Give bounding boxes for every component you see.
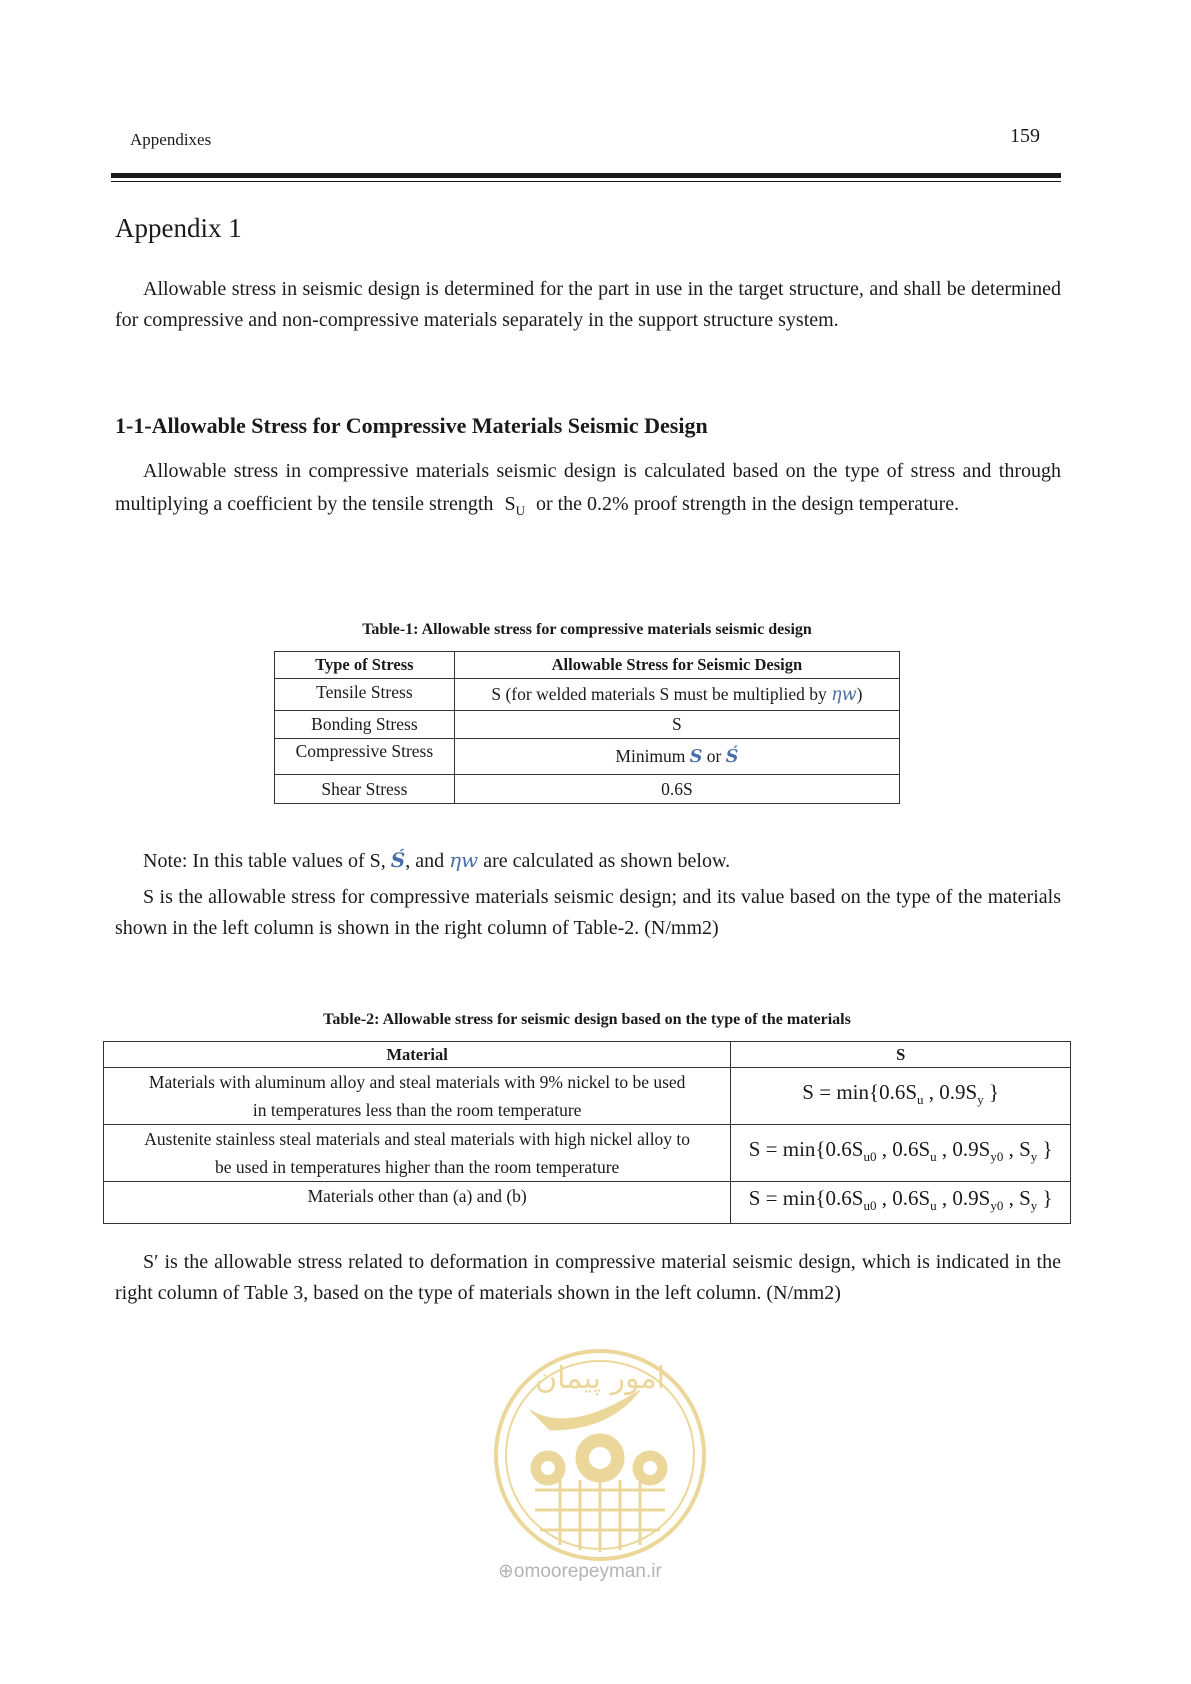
- appendix-heading: Appendix 1: [115, 213, 242, 243]
- table-row: [275, 739, 900, 775]
- table1-compressive-value: Minimum: [615, 746, 686, 766]
- table2: [103, 1041, 1071, 1224]
- table1-cell-type: Bonding Stress: [275, 711, 455, 739]
- s-paragraph: [115, 882, 1061, 944]
- su-symbol: S: [504, 493, 516, 515]
- table-row: [104, 1182, 1071, 1224]
- globe-icon: ⊕: [498, 1561, 514, 1582]
- table-row: [275, 775, 900, 804]
- table1-cell-type: Shear Stress: [275, 775, 455, 804]
- table1-header-row: [275, 652, 900, 679]
- section-paragraph-part2: or the 0.2% proof strength in the design temperature.: [535, 493, 960, 515]
- s-prime-symbol: Ś: [725, 747, 739, 767]
- page-number: 159: [1010, 125, 1040, 147]
- eta-w-symbol: ηw: [831, 685, 857, 705]
- formula-s-min-su-sy: $S = \min\{0.6S_u$ , $0.9S_y$ }: [802, 1079, 1000, 1108]
- table1-cell-type: Tensile Stress: [275, 679, 455, 711]
- section-paragraph: [115, 455, 1061, 527]
- intro-paragraph: [115, 274, 1061, 336]
- section-heading: 1-1-Allowable Stress for Compressive Materials Seismic Design: [115, 413, 708, 438]
- watermark-url: [498, 1560, 662, 1583]
- watermark-url-text: omoorepeyman.ir: [513, 1561, 662, 1582]
- table1-cell-value: [454, 679, 899, 711]
- table1-tensile-value: S (for welded materials S must be multiplied by: [491, 684, 827, 704]
- table2-header-material: Material: [104, 1042, 731, 1068]
- note-prefix: Note: In this table values of S,: [143, 850, 386, 872]
- table2-cell-formula: [731, 1068, 1071, 1125]
- table1-tensile-suffix: ): [856, 684, 863, 704]
- table2-cell-material: Materials with aluminum alloy and steal materials with 9% nickel to be used in temperatures less than the room temperature: [104, 1068, 731, 1125]
- table1-cell-value: [454, 739, 899, 775]
- table2-caption: Table-2: Allowable stress for seismic design based on the type of the materials: [323, 1011, 851, 1028]
- table-row: [104, 1125, 1071, 1182]
- table2-cell-formula: [731, 1182, 1071, 1224]
- note-suffix: are calculated as shown below.: [483, 850, 731, 872]
- s-symbol: S: [689, 747, 703, 767]
- header-rule-thin: [111, 181, 1061, 182]
- table1-caption: Table-1: Allowable stress for compressive materials seismic design: [362, 621, 812, 638]
- table1-connector: or: [706, 746, 722, 766]
- table1-cell-value: 0.6S: [454, 775, 899, 804]
- table1-cell-value: S: [454, 711, 899, 739]
- intro-paragraph-text: Allowable stress in seismic design is determined for the part in use in the target structure, and shall be determined for compressive and non-compressive materials separately in the support structure system.: [115, 278, 1061, 331]
- table1-cell-type: Compressive Stress: [275, 739, 455, 775]
- eta-w-symbol: ηw: [449, 848, 479, 872]
- s-paragraph-text: S is the allowable stress for compressive materials seismic design; and its value based on the type of the materials shown in the left column is shown in the right column of Table-2. (N/mm2): [115, 886, 1061, 939]
- s-prime-paragraph: [115, 1247, 1061, 1309]
- table-row: [275, 711, 900, 739]
- table1-header-allowable: Allowable Stress for Seismic Design: [454, 652, 899, 679]
- note-paragraph: [115, 845, 1061, 877]
- section-paragraph-part1: Allowable stress in compressive materials seismic design is calculated based on the type of stress and through multiplying a coefficient by the tensile strength: [115, 460, 1061, 515]
- table1: [274, 651, 900, 804]
- tensile-strength-symbol: [504, 493, 525, 518]
- table2-cell-material: Materials other than (a) and (b): [104, 1182, 731, 1224]
- running-head: Appendixes: [130, 130, 212, 149]
- formula-s-min-su0-su-sy0-sy: $S = \min\{0.6S_{u0}$ , $0.6S_u$ , $0.9S_{y0}$ , $S_y$ }: [748, 1136, 1053, 1165]
- table-row: [104, 1068, 1071, 1125]
- s-prime-symbol: Ś: [390, 848, 406, 872]
- watermark-logo: [490, 1340, 710, 1580]
- table2-header-row: [104, 1042, 1071, 1068]
- table2-cell-material: Austenite stainless steal materials and steal materials with high nickel alloy to be used in temperatures higher than the room temperature: [104, 1125, 731, 1182]
- header-rule: [111, 173, 1061, 178]
- table1-header-type: Type of Stress: [275, 652, 455, 679]
- table2-cell-formula: [731, 1125, 1071, 1182]
- formula-s-min-other: $S = \min\{0.6S_{u0}$ , $0.6S_u$ , $0.9S_{y0}$ , $S_y$ }: [748, 1186, 1053, 1214]
- s-prime-paragraph-text: S′ is the allowable stress related to deformation in compressive material seismic design, which is indicated in the right column of Table 3, based on the type of materials shown in the left column. (N/mm2): [115, 1251, 1061, 1304]
- table2-header-s: S: [731, 1042, 1071, 1068]
- note-middle: , and: [405, 850, 445, 872]
- watermark-logo-text: امور پیمان: [535, 1361, 665, 1396]
- table-row: [275, 679, 900, 711]
- su-subscript: U: [515, 503, 525, 518]
